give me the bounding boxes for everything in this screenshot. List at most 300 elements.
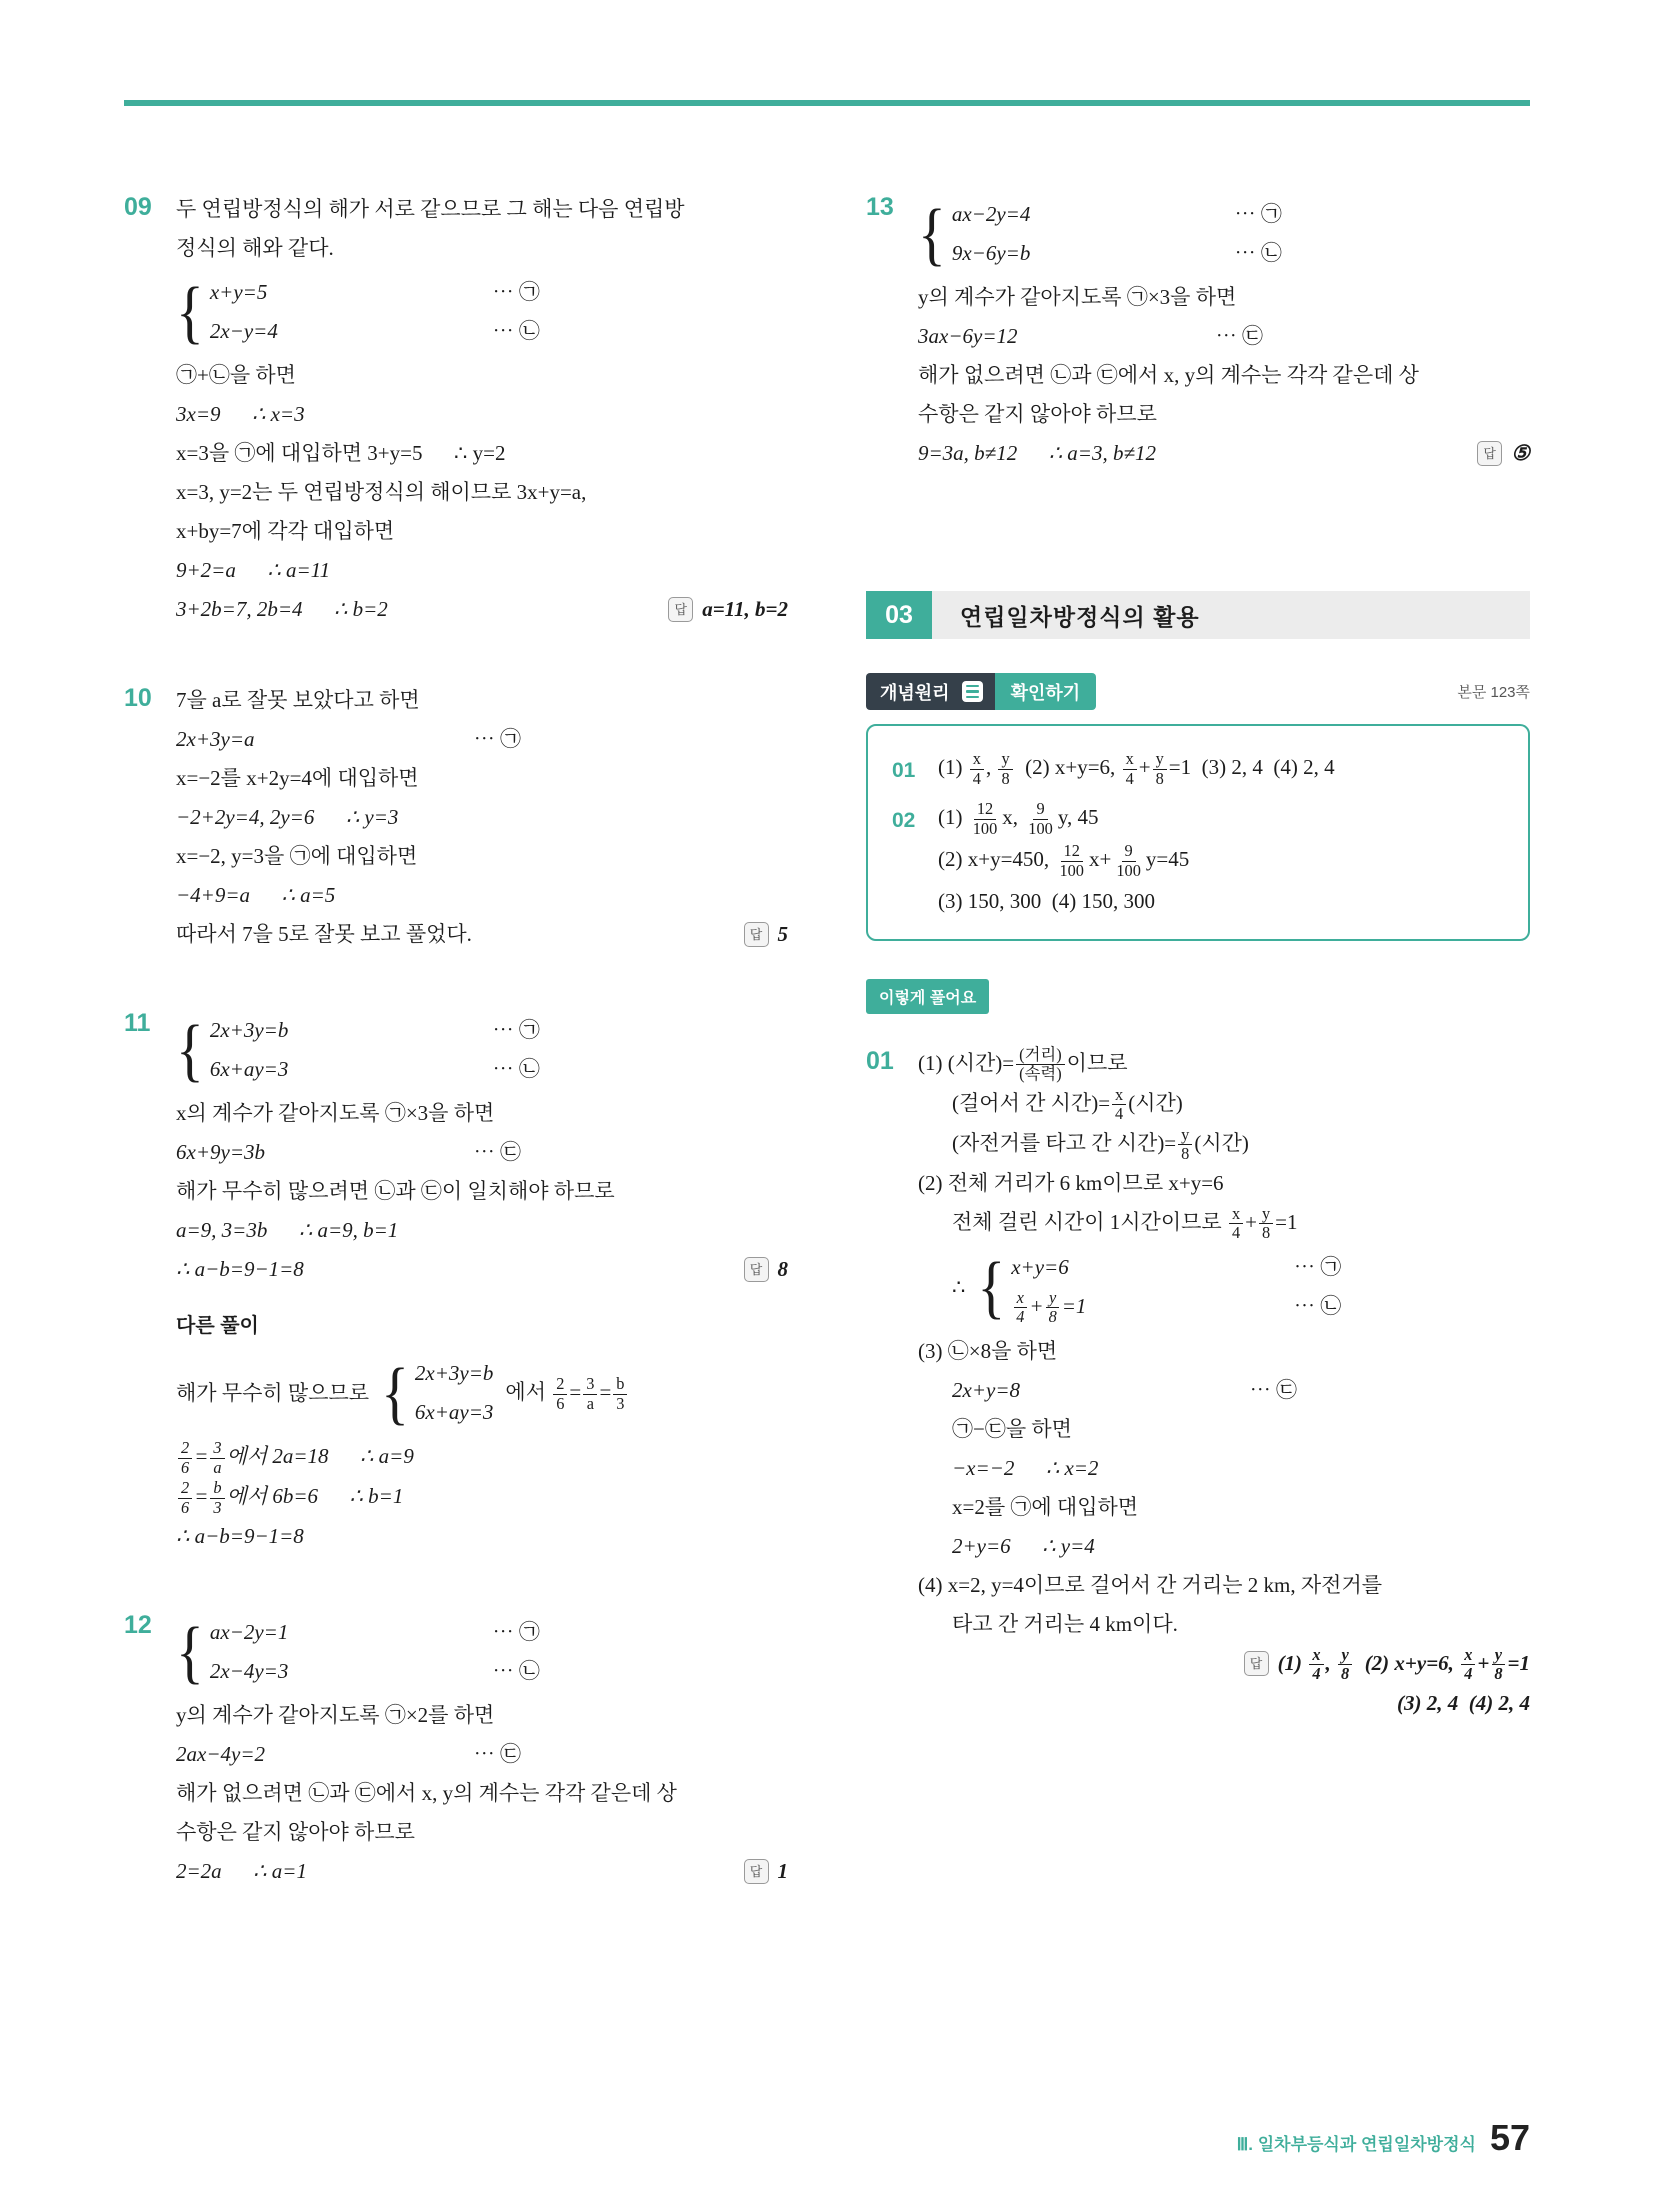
solution-line <box>176 1735 788 1774</box>
fraction-denominator: 100 <box>1116 860 1141 880</box>
system-rows <box>210 1613 540 1691</box>
fraction-numerator: y <box>1338 1646 1351 1665</box>
system-row <box>210 1011 540 1050</box>
solution-line <box>918 1124 1530 1164</box>
fraction <box>210 1439 224 1477</box>
fraction-numerator: y <box>1046 1289 1059 1308</box>
equation-tag: ⋯ ㉢ <box>1215 324 1263 348</box>
text-line: y의 계수가 같아지도록 ㉠×2를 하면 <box>176 1703 495 1728</box>
fraction-numerator: y <box>1178 1126 1192 1145</box>
system-row <box>210 1613 540 1652</box>
solution-line <box>176 915 788 954</box>
equation-tag: ⋯ ㉠ <box>1293 1254 1342 1279</box>
system-row <box>952 195 1282 234</box>
solution-line <box>176 473 788 512</box>
fraction-numerator: 12 <box>974 800 996 819</box>
system-brace: { <box>977 1247 1006 1326</box>
fraction <box>1046 1289 1060 1327</box>
fraction <box>1178 1126 1192 1164</box>
solution-line <box>918 395 1530 434</box>
equation-tag: ⋯ ㉢ <box>473 1742 521 1767</box>
fraction-denominator: 4 <box>1115 1104 1124 1124</box>
solution-line <box>176 434 788 473</box>
fraction <box>1259 1205 1273 1243</box>
solution-line <box>176 1211 788 1250</box>
system-row <box>952 234 1282 273</box>
answer-icon: 답 <box>668 597 693 622</box>
equation: 2x−y=4 <box>209 319 278 343</box>
equation: 2x+3y=b <box>209 1018 289 1042</box>
equation: x+y=6 <box>1011 1254 1069 1279</box>
equation: $\frac{2}{6}$ = $\frac{3}{a}$ 에서 2a=18 ∴ a=9 <box>176 1444 414 1468</box>
fraction-numerator: 9 <box>1122 842 1136 861</box>
solution-line <box>176 1517 788 1556</box>
text-line: x=3을 ㉠에 대입하면 3+y=5 ∴ y=2 <box>176 441 506 465</box>
system-row <box>1011 1248 1341 1287</box>
check-item-number: 02 <box>892 809 916 832</box>
problem-number: 11 <box>124 1009 151 1037</box>
answer-text: (1) $\frac{x}{4}$ , $\frac{y}{8}$ (2) x+y=6, $\frac{x}{4}$ + $\frac{y}{8}$ =1 <box>1277 1645 1530 1684</box>
fraction-numerator: b <box>613 1375 627 1394</box>
fraction-denominator: 6 <box>556 1393 565 1413</box>
equation: 2x+y=8 ⋯ ㉢ <box>952 1371 1297 1410</box>
text-line: (1) (시간)= $\frac{\text{(거리)}}{\text{(속력)}}$ 이므로 <box>918 1045 1128 1084</box>
check-item-01 <box>892 746 1504 796</box>
section-header <box>866 591 1530 639</box>
fraction-numerator: 2 <box>178 1479 192 1498</box>
answer-text: 5 <box>777 922 788 946</box>
check-item-number: 01 <box>892 759 916 782</box>
solution-line <box>918 434 1530 473</box>
equation-tag: ⋯ ㉠ <box>1234 202 1282 226</box>
solution-line <box>176 798 788 837</box>
system-pre-text: 해가 무수히 많으므로 <box>176 1380 370 1405</box>
fraction-numerator: 9 <box>1033 800 1047 819</box>
solution-line <box>176 1437 788 1477</box>
problem-09 <box>124 190 788 629</box>
equation: 3+2b=7, 2b=4 ∴ b=2 <box>176 597 388 621</box>
two-column-layout <box>124 190 1530 1943</box>
fraction-denominator: 4 <box>1464 1664 1473 1684</box>
text-line: x의 계수가 같아지도록 ㉠×3을 하면 <box>176 1101 495 1125</box>
equation-tag: ⋯ ㉡ <box>1234 241 1282 265</box>
system-row <box>415 1354 493 1393</box>
fraction <box>1229 1205 1243 1243</box>
text-line: x=−2를 x+2y=4에 대입하면 <box>176 766 419 790</box>
right-column <box>866 190 1530 1943</box>
fraction-denominator: a <box>213 1457 222 1477</box>
fraction <box>178 1479 192 1517</box>
answer <box>744 1852 789 1891</box>
fraction-numerator: x <box>1229 1205 1243 1224</box>
answer <box>744 915 789 954</box>
fraction-numerator: (거리) <box>1016 1046 1065 1065</box>
text-line: ㉠+㉡을 하면 <box>176 363 296 387</box>
fraction <box>178 1439 192 1477</box>
system-row <box>210 1652 540 1691</box>
equation: ax−2y=4 <box>951 202 1031 226</box>
equation: 9=3a, b≠12 ∴ a=3, b≠12 <box>918 441 1157 465</box>
left-column <box>124 190 788 1943</box>
system-post-text: 에서 $\frac{2}{6}$ = $\frac{3}{a}$ = $\frac{b}{3}$ <box>505 1373 629 1413</box>
answer-icon: 답 <box>1477 441 1502 466</box>
solution-line <box>176 876 788 915</box>
fraction <box>1025 800 1056 838</box>
text-line: x=3, y=2는 두 연립방정식의 해이므로 3x+y=a, <box>176 480 587 504</box>
text-line: 수항은 같지 않아야 하므로 <box>918 402 1157 426</box>
equation: −2+2y=4, 2y=6 ∴ y=3 <box>176 805 399 829</box>
text-line: 두 연립방정식의 해가 서로 같으므로 그 해는 다음 연립방 <box>176 197 685 221</box>
equation: ∴ a−b=9−1=8 <box>176 1524 304 1549</box>
solution-line <box>918 1644 1530 1684</box>
badge-check-label: 확인하기 <box>995 673 1097 710</box>
problem-number: 10 <box>124 684 152 712</box>
problem-body <box>176 681 788 954</box>
fraction <box>1016 1046 1065 1084</box>
answer-text: ⑤ <box>1511 441 1530 465</box>
problem-body <box>176 1006 788 1556</box>
answer-icon: 답 <box>744 1859 769 1884</box>
equation: 3x=9 ∴ x=3 <box>176 402 305 426</box>
solution-line <box>918 1203 1530 1243</box>
answer <box>1477 434 1530 473</box>
fraction-numerator: x <box>1123 750 1137 769</box>
system-row <box>210 273 540 312</box>
text-line: (2) 전체 거리가 6 km이므로 x+y=6 <box>918 1170 1224 1195</box>
concept-check-badge <box>866 673 1096 710</box>
solution-line <box>176 1774 788 1813</box>
fraction-numerator: 12 <box>1061 842 1083 861</box>
solution-line <box>176 229 788 268</box>
fraction-denominator: 8 <box>1261 1223 1271 1243</box>
text-line: 전체 걸린 시간이 1시간이므로 $\frac{x}{4}$ + $\frac{y}{8}$ =1 <box>952 1204 1298 1243</box>
problem-11 <box>124 1006 788 1556</box>
problem-body <box>176 190 788 629</box>
answer <box>668 590 788 629</box>
fraction-denominator: 4 <box>1231 1223 1241 1243</box>
problem-number: 01 <box>866 1046 894 1075</box>
answer-icon: 답 <box>744 922 769 947</box>
solution-line <box>176 1354 788 1432</box>
equation: ax−2y=1 <box>209 1620 289 1645</box>
text-line: (4) x=2, y=4이므로 걸어서 간 거리는 2 km, 자전거를 <box>918 1572 1383 1597</box>
fraction-denominator: (속력) <box>1019 1064 1062 1084</box>
equation-tag: ⋯ ㉡ <box>1293 1293 1342 1318</box>
equation: x+y=5 <box>209 280 268 304</box>
check-answer-line: (1) $\frac{x}{4}$ , $\frac{y}{8}$ (2) x+y=6, $\frac{x}{4}$ + $\frac{y}{8}$ =1 (3) 2, 4 (4) 2, 4 <box>938 749 1335 788</box>
equation: 9x−6y=b <box>951 241 1031 265</box>
solution-line <box>176 1477 788 1517</box>
text-line: (걸어서 간 시간)= $\frac{x}{4}$ (시간) <box>952 1085 1183 1124</box>
fraction <box>1112 1086 1126 1124</box>
check-item-body <box>938 746 1504 796</box>
problem-body <box>918 1044 1530 1723</box>
check-answer-line: (2) x+y=450, $\frac{12}{100}$ x+ $\frac{9}{100}$ y=45 <box>938 841 1190 880</box>
alt-solution-label: 다른 풀이 <box>176 1315 259 1337</box>
equation: $\frac{x}{4}$ + $\frac{y}{8}$ =1 <box>1011 1287 1086 1327</box>
text-line: x=2를 ㉠에 대입하면 <box>952 1494 1139 1519</box>
fraction <box>1113 842 1144 880</box>
equation: 2x−4y=3 <box>209 1659 289 1684</box>
solution-line <box>176 590 788 629</box>
solution-line <box>918 1684 1530 1723</box>
text-line: 따라서 7을 5로 잘못 보고 풀었다. <box>176 922 472 946</box>
fraction-denominator: 6 <box>181 1457 190 1477</box>
equation: 9+2=a ∴ a=11 <box>176 558 331 582</box>
concept-check-header <box>866 673 1530 710</box>
equation-tag: ⋯ ㉠ <box>492 1620 540 1645</box>
solution-line <box>176 512 788 551</box>
fraction-denominator: 8 <box>1001 768 1010 788</box>
system-brace: { <box>176 1010 204 1089</box>
solution-line <box>176 551 788 590</box>
fraction-numerator: y <box>1153 750 1167 769</box>
fraction-numerator: y <box>1492 1646 1505 1665</box>
solution-line <box>918 317 1530 356</box>
system-rows <box>210 273 540 351</box>
fraction <box>613 1375 627 1413</box>
system-pre-text: ∴ <box>952 1274 966 1299</box>
fraction-denominator: 3 <box>213 1497 222 1517</box>
fraction-numerator: x <box>1112 1086 1126 1105</box>
problem-01 <box>866 1044 1530 1723</box>
solution-line <box>918 1410 1530 1449</box>
equation: 6x+ay=3 <box>209 1057 289 1081</box>
equation: 2x+3y=b <box>414 1361 494 1385</box>
system-brace: { <box>176 1612 204 1691</box>
answer-text: 1 <box>777 1859 788 1884</box>
solution-line <box>918 1248 1530 1327</box>
equation-tag: ⋯ ㉡ <box>492 1659 540 1684</box>
equation: $\frac{2}{6}$ = $\frac{b}{3}$ 에서 6b=6 ∴ b=1 <box>176 1484 403 1508</box>
solution-line <box>176 356 788 395</box>
equation-tag: ⋯ ㉡ <box>492 1057 540 1081</box>
fraction <box>970 800 1001 838</box>
equation: ∴ a−b=9−1=8 <box>176 1257 304 1281</box>
fraction <box>1153 750 1167 788</box>
fraction-denominator: 4 <box>1312 1664 1321 1684</box>
equation-tag: ⋯ ㉠ <box>473 727 521 751</box>
solution-line <box>918 1488 1530 1527</box>
solution-line <box>176 190 788 229</box>
equation: 6x+9y=3b ⋯ ㉢ <box>176 1133 521 1172</box>
text-line: 타고 간 거리는 4 km이다. <box>952 1611 1178 1636</box>
fraction-denominator: 100 <box>1028 818 1053 838</box>
fraction <box>1461 1646 1475 1684</box>
solution-line <box>918 1084 1530 1124</box>
fraction <box>1123 750 1137 788</box>
page-number: 57 <box>1489 2117 1530 2158</box>
section-number: 03 <box>866 591 932 639</box>
solve-badge: 이렇게 풀어요 <box>866 979 989 1014</box>
answer-text: a=11, b=2 <box>702 597 788 621</box>
answer-icon: 답 <box>1244 1651 1269 1676</box>
system-brace: { <box>918 194 946 273</box>
top-rule <box>124 100 1530 106</box>
solution-line <box>918 1605 1530 1644</box>
text-line: 해가 무수히 많으려면 ㉡과 ㉢이 일치해야 하므로 <box>176 1179 615 1203</box>
problem-number: 12 <box>124 1611 152 1640</box>
problem-12 <box>124 1608 788 1891</box>
text-line: 7을 a로 잘못 보았다고 하면 <box>176 688 420 712</box>
answer-icon: 답 <box>744 1257 769 1282</box>
fraction-denominator: 3 <box>616 1393 625 1413</box>
text-line: 정식의 해와 같다. <box>176 236 334 260</box>
system-row <box>210 1050 540 1089</box>
page-footer <box>1237 2117 1530 2159</box>
fraction-numerator: x <box>970 750 984 769</box>
system-rows <box>952 195 1282 273</box>
system-row <box>415 1393 493 1432</box>
fraction <box>1491 1646 1505 1684</box>
fraction <box>998 750 1012 788</box>
solution-line <box>176 273 788 351</box>
solution-line <box>176 1011 788 1089</box>
system-rows <box>415 1354 493 1432</box>
check-item-body <box>938 796 1504 923</box>
equation-tag: ⋯ ㉡ <box>492 319 540 343</box>
fraction-denominator: 100 <box>1059 860 1084 880</box>
equation-tag: ⋯ ㉢ <box>1249 1377 1297 1402</box>
problem-13 <box>866 190 1530 473</box>
badge-concept-label: 개념원리 <box>866 673 962 710</box>
fraction-numerator: x <box>1014 1289 1027 1308</box>
solution-line <box>176 720 788 759</box>
problem-10 <box>124 681 788 954</box>
system-row <box>210 312 540 351</box>
solution-line <box>918 1332 1530 1371</box>
solution-line <box>176 837 788 876</box>
solution-line <box>176 1613 788 1691</box>
text-line: x=−2, y=3을 ㉠에 대입하면 <box>176 844 418 868</box>
equation: 2+y=6 ∴ y=4 <box>952 1533 1095 1558</box>
solution-line <box>918 1164 1530 1203</box>
fraction-denominator: 4 <box>1016 1307 1025 1327</box>
equation: 2x+3y=a ⋯ ㉠ <box>176 720 521 759</box>
fraction-numerator: b <box>210 1479 224 1498</box>
check-item-02 <box>892 796 1504 923</box>
fraction <box>1309 1646 1323 1684</box>
fraction <box>1056 842 1087 880</box>
fraction-denominator: 8 <box>1181 1144 1190 1164</box>
fraction <box>210 1479 224 1517</box>
problem-number: 09 <box>124 193 152 221</box>
fraction-denominator: 8 <box>1341 1664 1350 1684</box>
solution-line <box>176 1250 788 1289</box>
fraction-denominator: 8 <box>1155 768 1164 788</box>
equation: 2ax−4y=2 ⋯ ㉢ <box>176 1735 521 1774</box>
fraction-denominator: 6 <box>181 1497 190 1517</box>
solution-line <box>176 1852 788 1891</box>
solution-line <box>176 1813 788 1852</box>
problem-number: 13 <box>866 193 894 221</box>
equation-tag: ⋯ ㉢ <box>473 1140 521 1164</box>
equation: −x=−2 ∴ x=2 <box>952 1455 1099 1480</box>
solution-line <box>176 681 788 720</box>
solution-line <box>918 1566 1530 1605</box>
system-rows <box>1011 1248 1341 1327</box>
problem-13-slot <box>866 190 1530 473</box>
page-reference: 본문 123쪽 <box>1457 684 1530 701</box>
text-line: 해가 없으려면 ㉡과 ㉢에서 x, y의 계수는 각각 같은데 상 <box>918 363 1419 387</box>
fraction-denominator: 4 <box>972 768 981 788</box>
equation: −4+9=a ∴ a=5 <box>176 883 336 907</box>
fraction-denominator: a <box>586 1393 594 1413</box>
equation: a=9, 3=3b ∴ a=9, b=1 <box>176 1218 399 1242</box>
check-answer-line: (1) $\frac{12}{100}$ x, $\frac{9}{100}$ y, 45 <box>938 799 1099 838</box>
solution-line <box>918 1527 1530 1566</box>
equation-tag: ⋯ ㉠ <box>492 1018 540 1042</box>
check-answer-line: (3) 150, 300 (4) 150, 300 <box>938 889 1155 914</box>
fraction-denominator: 8 <box>1048 1307 1057 1327</box>
system-row <box>1011 1287 1341 1327</box>
problem-body <box>918 190 1530 473</box>
fraction <box>1338 1646 1352 1684</box>
fraction-denominator: 100 <box>972 818 998 838</box>
equation-tag: ⋯ ㉠ <box>492 280 540 304</box>
equation: 3ax−6y=12 ⋯ ㉢ <box>918 317 1263 356</box>
solution-line <box>176 1696 788 1735</box>
solution-line <box>176 395 788 434</box>
system-brace: { <box>176 272 204 351</box>
fraction-numerator: 2 <box>178 1439 192 1458</box>
fraction <box>583 1375 597 1413</box>
chapter-title: Ⅲ. 일차부등식과 연립일차방정식 <box>1236 2135 1476 2154</box>
solution-line <box>176 759 788 798</box>
text-line: y의 계수가 같아지도록 ㉠×3을 하면 <box>918 285 1237 309</box>
fraction-numerator: y <box>998 750 1012 769</box>
worked-solutions <box>866 1044 1530 1723</box>
solution-line <box>176 1133 788 1172</box>
fraction-denominator: 8 <box>1494 1664 1503 1684</box>
answer <box>1397 1684 1530 1723</box>
text-line: (자전거를 타고 간 시간)= $\frac{y}{8}$ (시간) <box>952 1125 1249 1164</box>
fraction-numerator: y <box>1259 1205 1273 1224</box>
text-line: ㉠−㉢을 하면 <box>952 1416 1072 1441</box>
fraction <box>970 750 984 788</box>
answer-text: (3) 2, 4 (4) 2, 4 <box>1397 1690 1530 1715</box>
solution-line <box>918 356 1530 395</box>
text-line: 해가 없으려면 ㉡과 ㉢에서 x, y의 계수는 각각 같은데 상 <box>176 1781 677 1806</box>
badge-icon-wrap <box>962 673 995 710</box>
solution-line <box>176 1172 788 1211</box>
solution-line <box>918 1044 1530 1084</box>
solution-line <box>176 1094 788 1133</box>
solution-line <box>918 1371 1530 1410</box>
solution-line <box>918 1449 1530 1488</box>
fraction-numerator: 3 <box>210 1439 224 1458</box>
system-brace: { <box>381 1353 409 1432</box>
fraction <box>1013 1289 1027 1327</box>
answer-check-box <box>866 724 1530 941</box>
equation: 2=2a ∴ a=1 <box>176 1859 307 1884</box>
fraction-numerator: x <box>1309 1646 1323 1665</box>
answer <box>1244 1644 1530 1684</box>
text-line: 수항은 같지 않아야 하므로 <box>176 1820 415 1845</box>
solution-line <box>918 278 1530 317</box>
fraction <box>553 1375 567 1413</box>
problem-body <box>176 1608 788 1891</box>
section-title: 연립일차방정식의 활용 <box>932 591 1530 639</box>
answer <box>744 1250 789 1289</box>
text-line: x+by=7에 각각 대입하면 <box>176 519 395 543</box>
answer-text: 8 <box>777 1257 788 1281</box>
fraction-denominator: 4 <box>1125 768 1134 788</box>
fraction-numerator: 3 <box>583 1375 597 1394</box>
fraction-numerator: x <box>1461 1646 1475 1665</box>
solution-line <box>918 195 1530 273</box>
text-line: (3) ㉡×8을 하면 <box>918 1338 1058 1363</box>
